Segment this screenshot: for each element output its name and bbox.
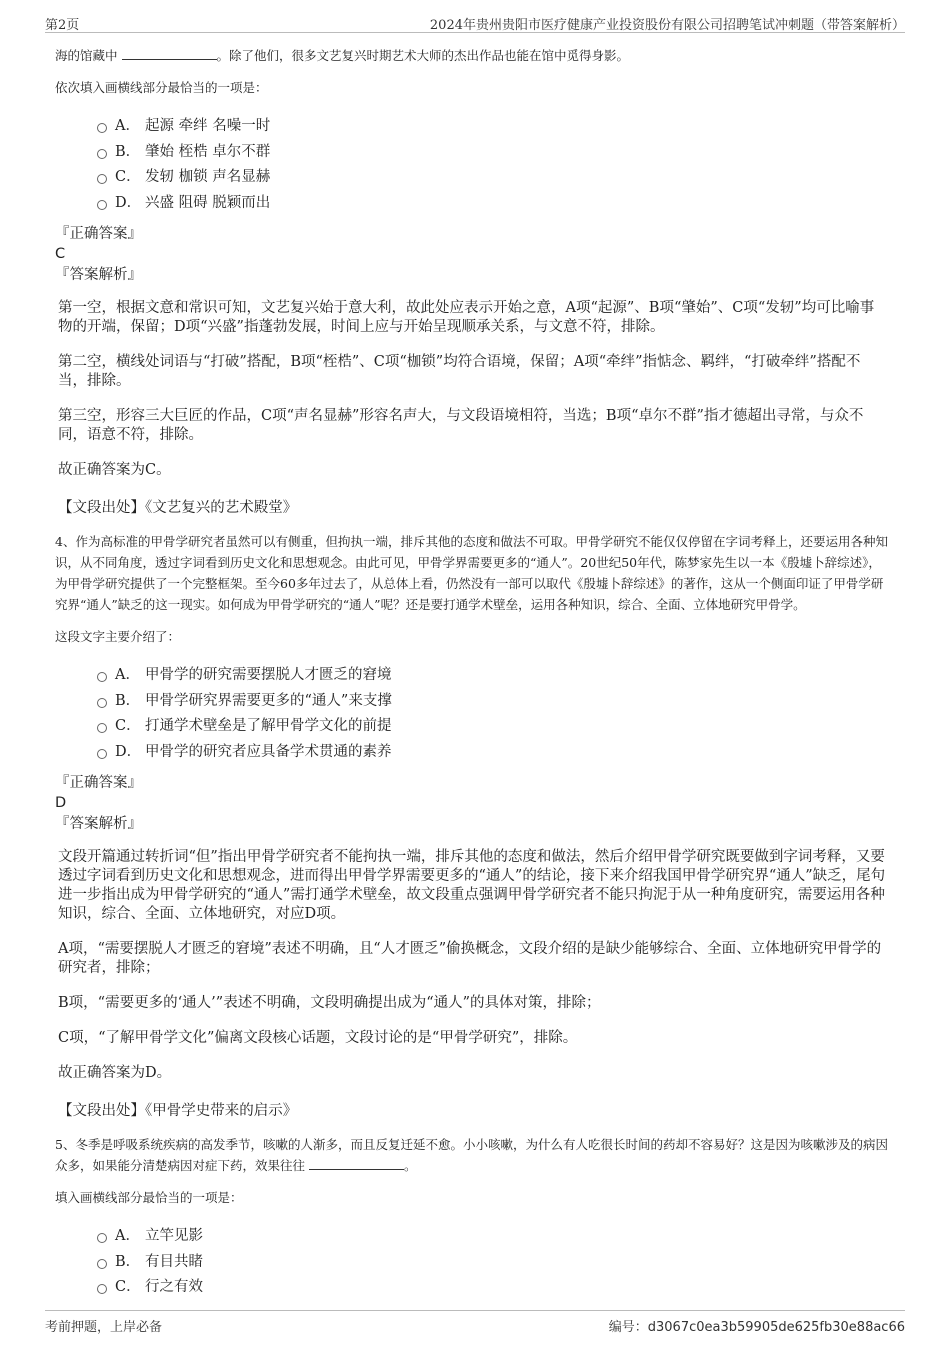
analysis-paragraph: C项，“了解甲骨学文化”偏离文段核心话题，文段讨论的是“甲骨学研究”，排除。 <box>58 1030 578 1046</box>
analysis-paragraph: 第二空，横线处词语与“打破”搭配，B项“桎梏”、C项“枷锁”均符合语境，保留；A项“牵绊”指惦念、羁绊，“打破牵绊”搭配不当，排除。 <box>58 354 861 389</box>
document-title: 2024年贵州贵阳市医疗健康产业投资股份有限公司招聘笔试冲刺题（带答案解析） <box>429 18 905 33</box>
q4-option-d[interactable]: D． 甲骨学的研究者应具备学术贯通的素养 <box>95 740 888 766</box>
radio-button-icon[interactable] <box>97 174 107 184</box>
fill-blank <box>309 1157 404 1170</box>
q4-answer: D <box>55 795 67 811</box>
q4-options <box>95 663 888 765</box>
q3-option-c[interactable]: C． 发轫 枷锁 声名显赫 <box>95 165 888 191</box>
radio-button-icon[interactable] <box>97 200 107 210</box>
q3-prompt: 依次填入画横线部分最恰当的一项是： <box>55 80 268 95</box>
radio-button-icon[interactable] <box>97 1233 107 1243</box>
q3-analysis <box>58 299 888 480</box>
q4-option-a[interactable]: A． 甲骨学的研究需要摆脱人才匮乏的窘境 <box>95 663 888 689</box>
radio-button-icon[interactable] <box>97 749 107 759</box>
footer-slogan: 考前押题，上岸必备 <box>45 1320 163 1335</box>
radio-button-icon[interactable] <box>97 149 107 159</box>
analysis-paragraph: A项，“需要摆脱人才匮乏的窘境”表述不明确，且“人才匮乏”偷换概念，文段介绍的是缺少能够综合、全面、立体地研究甲骨学的研究者，排除； <box>58 941 882 976</box>
radio-button-icon[interactable] <box>97 1284 107 1294</box>
q4-analysis-label: 『答案解析』 <box>55 816 142 832</box>
q5-option-b[interactable]: B． 有目共睹 <box>95 1250 888 1276</box>
q5-options <box>95 1224 888 1301</box>
page-content <box>55 45 888 1309</box>
q4-source: 【文段出处】《甲骨学史带来的启示》 <box>58 1103 298 1119</box>
q3-option-d[interactable]: D． 兴盛 阻碍 脱颖而出 <box>95 191 888 217</box>
q3-answer: C <box>55 246 66 262</box>
q3-options <box>95 114 888 216</box>
q3-answer-label: 『正确答案』 <box>55 226 142 242</box>
page-header <box>45 12 905 33</box>
q4-answer-label: 『正确答案』 <box>55 775 142 791</box>
fill-blank <box>122 47 217 60</box>
radio-button-icon[interactable] <box>97 123 107 133</box>
analysis-paragraph: 故正确答案为D。 <box>58 1065 172 1081</box>
q3-analysis-label: 『答案解析』 <box>55 267 142 283</box>
q4-analysis <box>58 848 888 1083</box>
q3-stem-continuation: 海的馆藏中 。除了他们，很多文艺复兴时期艺术大师的杰出作品也能在馆中觅得身影。 <box>55 48 630 63</box>
page-number: 第2页 <box>45 18 80 33</box>
document-code: 编号：d3067c0ea3b59905de625fb30e88ac66 <box>608 1320 905 1335</box>
analysis-paragraph: 故正确答案为C。 <box>58 462 171 478</box>
q5-option-c[interactable]: C． 行之有效 <box>95 1275 888 1301</box>
page-footer <box>45 1310 905 1333</box>
radio-button-icon[interactable] <box>97 723 107 733</box>
q5-prompt: 填入画横线部分最恰当的一项是： <box>55 1190 243 1205</box>
radio-button-icon[interactable] <box>97 698 107 708</box>
analysis-paragraph: 第三空，形容三大巨匠的作品，C项“声名显赫”形容名声大，与文段语境相符，当选；B项“卓尔不群”指才德超出寻常，与众不同，语意不符，排除。 <box>58 408 864 443</box>
radio-button-icon[interactable] <box>97 1259 107 1269</box>
q3-option-a[interactable]: A． 起源 牵绊 名噪一时 <box>95 114 888 140</box>
analysis-paragraph: 文段开篇通过转折词“但”指出甲骨学研究者不能拘执一端，排斥其他的态度和做法，然后介绍甲骨学研究既要做到字词考释，又要透过字词看到历史文化和思想观念，进而得出甲骨学界需要更多的“通人”的结论，接下来介绍我国甲骨学研究界“通人”缺乏，尾句进一步指出成为甲骨学研究的“通人”需打通学术壁垒，故文段重点强调甲骨学研究者不能只拘泥于从一种角度研究，需要运用各种知识，综合、全面、立体地研究，对应D项。 <box>58 849 886 922</box>
analysis-paragraph: B项，“需要更多的‘通人’”表述不明确，文段明确提出成为“通人”的具体对策，排除； <box>58 995 601 1011</box>
q4-option-b[interactable]: B． 甲骨学研究界需要更多的“通人”来支撑 <box>95 689 888 715</box>
q4-option-c[interactable]: C． 打通学术壁垒是了解甲骨学文化的前提 <box>95 714 888 740</box>
q4-stem: 4、作为高标准的甲骨学研究者虽然可以有侧重，但拘执一端，排斥其他的态度和做法不可取。甲骨学研究不能仅仅停留在字词考释上，还要运用各种知识，从不同角度，透过字词看到历史文化和思想观念。由此可见，甲骨学界需要更多的“通人”。20世纪50年代，陈梦家先生以一本《殷墟卜辞综述》，为甲骨学研究提供了一个完整框架。至今60多年过去了，从总体上看，仍然没有一部可以取代《殷墟卜辞综述》的著作，这从一个侧面印证了甲骨学研究界“通人”缺乏的这一现实。如何成为甲骨学研究的“通人”呢？还是要打通学术壁垒，运用各种知识，综合、全面、立体地研究甲骨学。 <box>55 534 888 612</box>
radio-button-icon[interactable] <box>97 672 107 682</box>
q5-option-a[interactable]: A． 立竿见影 <box>95 1224 888 1250</box>
analysis-paragraph: 第一空，根据文意和常识可知，文艺复兴始于意大利，故此处应表示开始之意，A项“起源”、B项“肇始”、C项“发轫”均可比喻事物的开端，保留；D项“兴盛”指蓬勃发展，时间上应与开始呈现顺承关系，与文意不符，排除。 <box>58 300 875 335</box>
q3-option-b[interactable]: B． 肇始 桎梏 卓尔不群 <box>95 140 888 166</box>
q4-prompt: 这段文字主要介绍了： <box>55 629 181 644</box>
q3-source: 【文段出处】《文艺复兴的艺术殿堂》 <box>58 500 298 516</box>
q5-stem: 5、冬季是呼吸系统疾病的高发季节，咳嗽的人渐多，而且反复迁延不愈。小小咳嗽，为什么有人吃很长时间的药却不容易好？这是因为咳嗽涉及的病因众多，如果能分清楚病因对症下药，效果往往 。 <box>55 1137 888 1173</box>
